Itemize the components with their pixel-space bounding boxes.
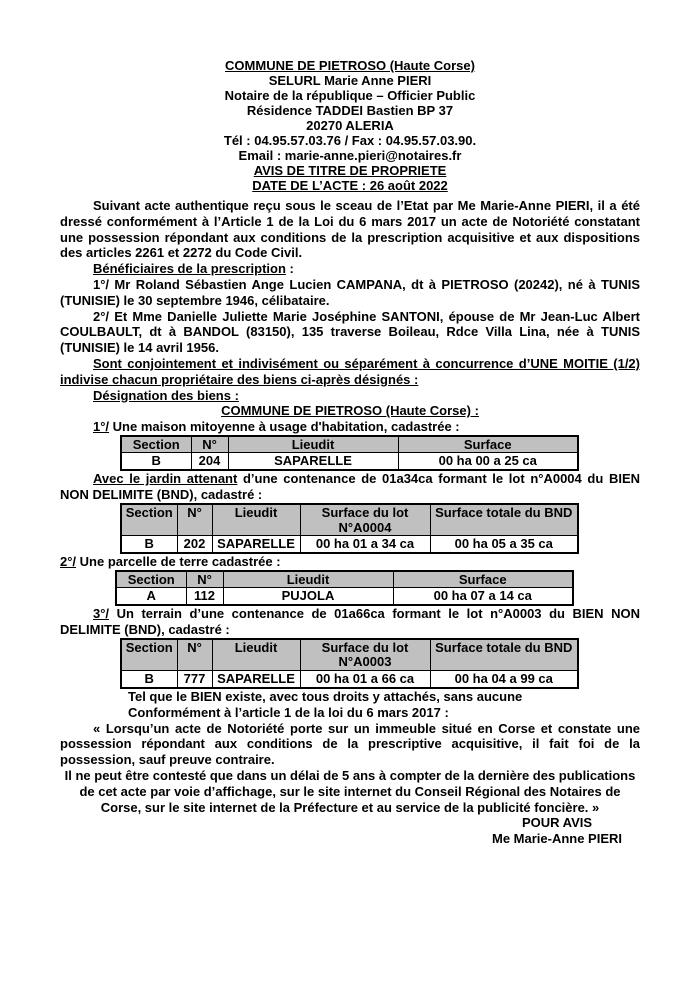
- table-3-header-row: [116, 571, 573, 588]
- office-city: 20270 ALERIA: [306, 118, 394, 133]
- beneficiary-1: 1°/ Mr Roland Sébastien Ange Lucien CAMPANA, dt à PIETROSO (20242), né à TUNIS (TUNISIE) le 30 septembre 1946, célibataire.: [60, 276, 640, 308]
- table-4-header-num: N°: [177, 639, 212, 671]
- table-3-cell-num: 112: [186, 588, 223, 606]
- table-2-header-lieudit: Lieudit: [212, 504, 300, 536]
- conformement-line: Conformément à l’article 1 de la loi du 6 mars 2017 :: [128, 704, 449, 720]
- item-2-line: [60, 554, 640, 570]
- cadastre-table-4: [120, 638, 579, 689]
- pour-avis-label: POUR AVIS: [521, 815, 593, 831]
- document-body: [60, 198, 640, 847]
- table-1-header-surface: Surface: [398, 436, 578, 453]
- commune-title: COMMUNE DE PIETROSO (Haute Corse): [225, 58, 475, 73]
- notice-title: AVIS DE TITRE DE PROPRIETE: [253, 163, 447, 178]
- cadastre-table-3: [115, 570, 574, 607]
- table-1-header-lieudit: Lieudit: [228, 436, 398, 453]
- table-1-cell-section: B: [121, 453, 191, 471]
- table-1-row: [121, 453, 578, 471]
- quote-paragraph-2: Il ne peut être contesté que dans un délai de 5 ans à compter de la dernière des publications de cet acte par voie d’affichage, sur le site internet du Conseil Régional des Notaires de Corse, sur le site internet de la Préfecture et au service de la publicité foncière. »: [64, 767, 636, 815]
- signature-block: [482, 815, 632, 847]
- table-2-header-lot-surface: Surface du lot N°A0004: [300, 504, 430, 536]
- item-3-text: Un terrain d’une contenance de 01a66ca formant le lot n°A0003 du BIEN NON DELIMITE (BND), cadastré :: [60, 606, 640, 638]
- table-1-cell-num: 204: [191, 453, 228, 471]
- quote-paragraph-1: « Lorsqu’un acte de Notoriété porte sur un immeuble situé en Corse et constate une possession répondant aux conditions de la prescriptive acquisitive, il fait foi de la possession, sauf preuve contraire.: [60, 720, 640, 768]
- table-2-header-bnd-surface: Surface totale du BND: [430, 504, 578, 536]
- table-3-row: [116, 588, 573, 606]
- table-4-header-lot-surface: Surface du lot N°A0003: [300, 639, 430, 671]
- item-1-text: Une maison mitoyenne à usage d'habitation, cadastrée :: [109, 419, 460, 435]
- table-3-header-lieudit: Lieudit: [223, 571, 393, 588]
- item-1-number: 1°/: [93, 419, 110, 435]
- beneficiaries-heading-colon: :: [285, 261, 294, 277]
- table-4-cell-section: B: [121, 670, 177, 688]
- table-1-header-section: Section: [121, 436, 191, 453]
- table-1-header-num: N°: [191, 436, 228, 453]
- office-address: Résidence TADDEI Bastien BP 37: [246, 103, 454, 118]
- tel-que-line: Tel que le BIEN existe, avec tous droits y attachés, sans aucune: [128, 688, 523, 704]
- table-2-cell-bnd-surface: 00 ha 05 a 35 ca: [430, 536, 578, 554]
- table-3-header-section: Section: [116, 571, 186, 588]
- table-4-header-lieudit: Lieudit: [212, 639, 300, 671]
- table-4-cell-lot-surface: 00 ha 01 a 66 ca: [300, 670, 430, 688]
- jardin-clause: [60, 471, 640, 503]
- beneficiaries-heading: [60, 261, 640, 277]
- table-2-cell-num: 202: [177, 536, 212, 554]
- moiety-clause: [60, 356, 640, 388]
- notary-role: Notaire de la république – Officier Public: [224, 88, 476, 103]
- letterhead: [60, 58, 640, 193]
- table-4-cell-lieudit: SAPARELLE: [212, 670, 300, 688]
- table-2-header-section: Section: [121, 504, 177, 536]
- jardin-clause-text: d’une contenance de 01a34ca formant le lot n°A0004 du BIEN NON DELIMITE (BND), cadastré :: [60, 471, 640, 503]
- act-date-line: DATE DE L’ACTE : 26 août 2022: [252, 178, 448, 193]
- item-3-number: 3°/: [93, 606, 110, 622]
- table-4-cell-num: 777: [177, 670, 212, 688]
- moiety-clause-text: Sont conjointement et indivisément ou séparément à concurrence d’UNE MOITIE (1/2) indivise chacun propriétaire des biens ci-après désignés :: [60, 355, 640, 387]
- table-2-row: [121, 536, 578, 554]
- item-1-line: [60, 419, 640, 435]
- table-3-cell-lieudit: PUJOLA: [223, 588, 393, 606]
- table-2-cell-lot-surface: 00 ha 01 a 34 ca: [300, 536, 430, 554]
- table-3-cell-section: A: [116, 588, 186, 606]
- email-line: Email : marie-anne.pieri@notaires.fr: [238, 148, 462, 163]
- table-2-header-row: [121, 504, 578, 536]
- table-1-cell-surface: 00 ha 00 a 25 ca: [398, 453, 578, 471]
- commune-subheading: [60, 403, 640, 419]
- item-3-line: [60, 606, 640, 638]
- table-4-header-section: Section: [121, 639, 177, 671]
- table-4-header-row: [121, 639, 578, 671]
- table-3-header-num: N°: [186, 571, 223, 588]
- table-1-header-row: [121, 436, 578, 453]
- phone-fax-line: Tél : 04.95.57.03.76 / Fax : 04.95.57.03.90.: [223, 133, 477, 148]
- table-4-row: [121, 670, 578, 688]
- table-3-cell-surface: 00 ha 07 a 14 ca: [393, 588, 573, 606]
- cadastre-table-2: [120, 503, 579, 554]
- notary-office-name: SELURL Marie Anne PIERI: [268, 73, 432, 88]
- table-1-cell-lieudit: SAPARELLE: [228, 453, 398, 471]
- table-2-cell-section: B: [121, 536, 177, 554]
- cadastre-table-1: [120, 435, 579, 472]
- table-4-cell-bnd-surface: 00 ha 04 a 99 ca: [430, 670, 578, 688]
- item-2-text: Une parcelle de terre cadastrée :: [76, 554, 281, 570]
- commune-subheading-text: COMMUNE DE PIETROSO (Haute Corse) :: [221, 403, 479, 419]
- notary-signature-name: Me Marie-Anne PIERI: [491, 831, 623, 847]
- designation-heading: [60, 388, 640, 404]
- table-3-header-surface: Surface: [393, 571, 573, 588]
- designation-heading-text: Désignation des biens :: [93, 387, 239, 403]
- jardin-clause-lead: Avec le jardin attenant: [93, 471, 238, 487]
- item-2-number: 2°/: [60, 554, 77, 570]
- beneficiaries-heading-label: Bénéficiaires de la prescription: [93, 261, 286, 277]
- beneficiary-2: 2°/ Et Mme Danielle Juliette Marie Joséphine SANTONI, épouse de Mr Jean-Luc Albert COULBAULT, dt à BANDOL (83150), 135 traverse Boileau, Rdce Villa Lina, née à TUNIS (TUNISIE) le 14 avril 1956.: [60, 308, 640, 356]
- intro-paragraph: Suivant acte authentique reçu sous le sceau de l’Etat par Me Marie-Anne PIERI, il a été dressé conformément à l’Article 1 de la Loi du 6 mars 2017 un acte de Notoriété constatant une possession répondant aux conditions de la prescription acquisitive et aux dispositions des articles 2261 et 2272 du Code Civil.: [60, 198, 640, 261]
- table-4-header-bnd-surface: Surface totale du BND: [430, 639, 578, 671]
- table-2-cell-lieudit: SAPARELLE: [212, 536, 300, 554]
- table-2-header-num: N°: [177, 504, 212, 536]
